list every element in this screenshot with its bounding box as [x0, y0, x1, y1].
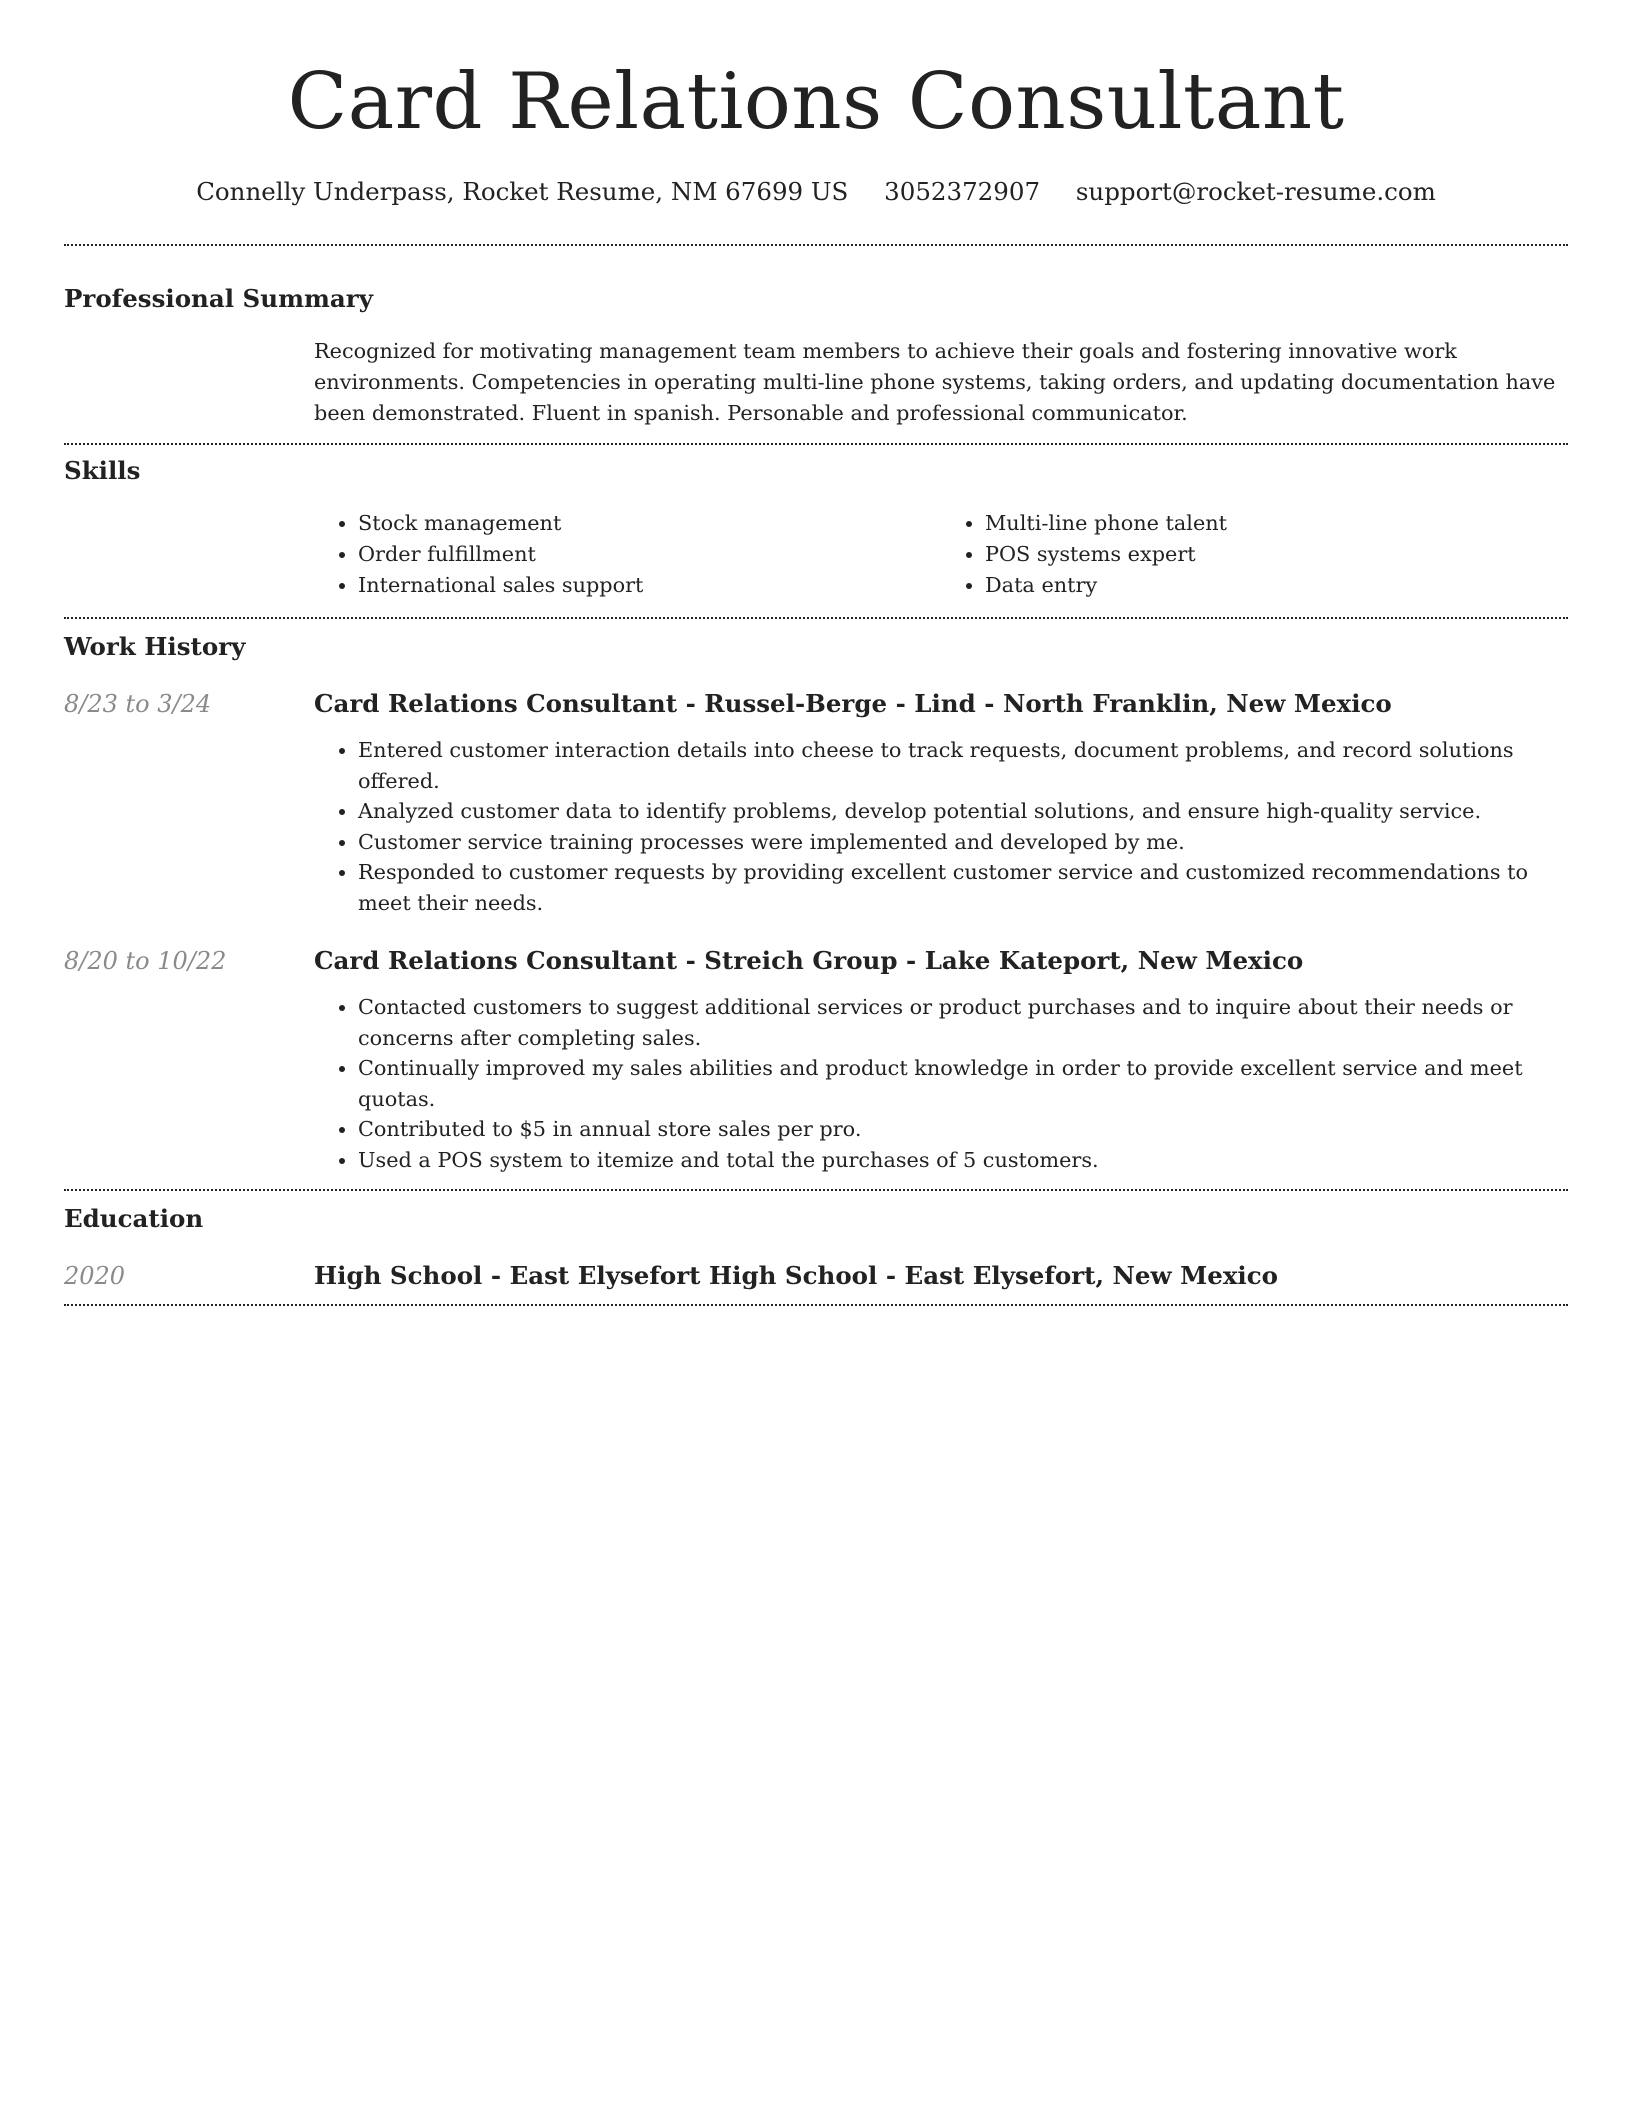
job-heading: Card Relations Consultant - Streich Group - Lake Kateport, New Mexico [314, 946, 1304, 975]
education-section [64, 1191, 1568, 1304]
skill-item: • International sales support [358, 570, 941, 601]
job-bullet: • Responded to customer requests by providing excellent customer service and customized recommendations to meet their needs. [358, 857, 1568, 918]
contact-address: Connelly Underpass, Rocket Resume, NM 67699 US [196, 177, 849, 206]
education-year: 2020 [64, 1262, 126, 1290]
education-title: Education [64, 1204, 204, 1233]
resume-name: Card Relations Consultant [287, 57, 1345, 147]
skills-list-left [314, 508, 941, 601]
job-bullets [314, 735, 1568, 918]
skills-title: Skills [64, 456, 141, 485]
job-dates: 8/23 to 3/24 [64, 690, 212, 718]
contact-line [64, 176, 1568, 208]
summary-section [64, 246, 1568, 443]
skills-section [64, 445, 1568, 617]
education-divider [64, 1304, 1568, 1306]
job-dates: 8/20 to 10/22 [64, 947, 227, 975]
skill-item: • Multi-line phone talent [985, 508, 1568, 539]
work-section [64, 619, 1568, 1189]
skill-item: • Order fulfillment [358, 539, 941, 570]
skill-item: • POS systems expert [985, 539, 1568, 570]
skill-item: • Stock management [358, 508, 941, 539]
job-bullet: • Customer service training processes were implemented and developed by me. [358, 827, 1568, 858]
education-entry [64, 1260, 1568, 1292]
job-bullet: • Contacted customers to suggest additional services or product purchases and to inquire about their needs or concerns after completing sales. [358, 992, 1568, 1053]
work-title: Work History [64, 632, 246, 661]
job-bullet: • Used a POS system to itemize and total the purchases of 5 customers. [358, 1145, 1568, 1176]
job-heading: Card Relations Consultant - Russel-Berge - Lind - North Franklin, New Mexico [314, 689, 1392, 718]
job-entry [64, 688, 1568, 918]
summary-title: Professional Summary [64, 284, 373, 313]
job-bullet: • Contributed to $5 in annual store sales per pro. [358, 1114, 1568, 1145]
job-bullet: • Entered customer interaction details into cheese to track requests, document problems, and record solutions offered. [358, 735, 1568, 796]
skills-list-right [941, 508, 1568, 601]
summary-text: Recognized for motivating management team members to achieve their goals and fostering innovative work environments. Competencies in operating multi-line phone systems, taking orders, and updating documentation have been demonstrated. Fluent in spanish. Personable and professional communicator. [314, 339, 1556, 425]
job-bullets [314, 992, 1568, 1175]
job-bullet: • Continually improved my sales abilities and product knowledge in order to provide excellent service and meet quotas. [358, 1053, 1568, 1114]
education-heading: High School - East Elysefort High School - East Elysefort, New Mexico [314, 1261, 1278, 1290]
contact-email: support@rocket-resume.com [1075, 177, 1436, 206]
job-entry [64, 945, 1568, 1175]
contact-phone: 3052372907 [884, 177, 1041, 206]
skill-item: • Data entry [985, 570, 1568, 601]
job-bullet: • Analyzed customer data to identify problems, develop potential solutions, and ensure high-quality service. [358, 796, 1568, 827]
